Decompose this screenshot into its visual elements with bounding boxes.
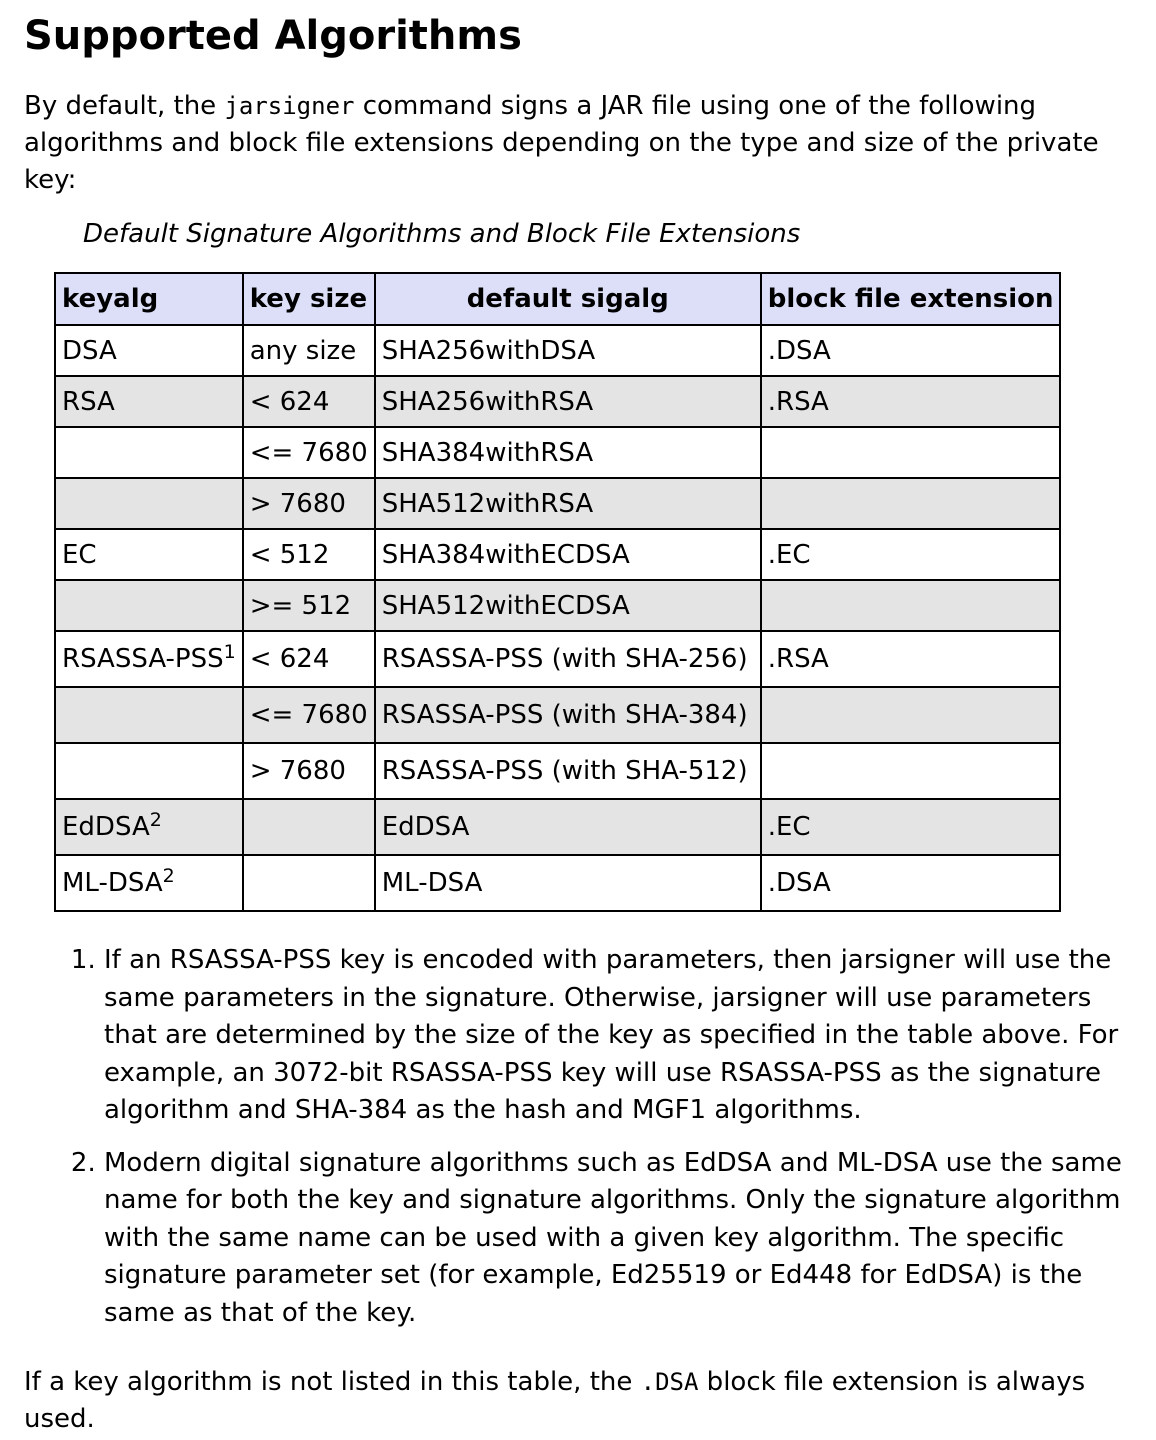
- cell-default-sigalg-text: SHA512withECDSA: [381, 590, 630, 621]
- table-row: [55, 529, 1060, 580]
- outro-text-before: If a key algorithm is not listed in this table, the: [24, 1367, 641, 1397]
- cell-key-size: [243, 325, 375, 376]
- cell-default-sigalg-text: SHA384withRSA: [381, 437, 594, 468]
- cell-block-file-extension: [761, 687, 1061, 743]
- cell-keyalg: [55, 376, 243, 427]
- cell-key-size-text: > 7680: [249, 488, 346, 519]
- cell-keyalg-text: EC: [62, 539, 97, 570]
- cell-block-file-extension-text: .DSA: [767, 335, 831, 366]
- cell-key-size: [243, 478, 375, 529]
- document-page: [0, 14, 1156, 1438]
- cell-keyalg: [55, 427, 243, 478]
- cell-block-file-extension-text: .DSA: [767, 868, 831, 898]
- cell-default-sigalg: [375, 580, 761, 631]
- table-row: [55, 478, 1060, 529]
- cell-keyalg: [55, 325, 243, 376]
- algorithms-table: [54, 272, 1061, 912]
- cell-default-sigalg-text: SHA512withRSA: [381, 488, 594, 519]
- cell-key-size: [243, 687, 375, 743]
- cell-keyalg: [55, 799, 243, 855]
- cell-default-sigalg-text: ML-DSA: [381, 868, 483, 898]
- cell-block-file-extension-text: .RSA: [767, 644, 829, 674]
- cell-key-size-text: < 624: [249, 644, 330, 674]
- cell-key-size-text: any size: [249, 335, 357, 366]
- cell-key-size-text: < 624: [249, 386, 330, 417]
- cell-default-sigalg: [375, 325, 761, 376]
- table-row: [55, 427, 1060, 478]
- cell-keyalg: [55, 855, 243, 911]
- header-default-sigalg: default sigalg: [375, 273, 761, 325]
- table-row: [55, 631, 1060, 687]
- cell-keyalg-text: RSA: [62, 386, 115, 417]
- cell-keyalg: [55, 478, 243, 529]
- cell-default-sigalg-text: SHA256withDSA: [381, 335, 596, 366]
- table-row: [55, 580, 1060, 631]
- cell-default-sigalg-text: SHA384withECDSA: [381, 539, 630, 570]
- header-keyalg: keyalg: [55, 273, 243, 325]
- cell-block-file-extension-text: .EC: [767, 539, 811, 570]
- cell-default-sigalg: [375, 743, 761, 799]
- footnote-reference: 1: [223, 641, 236, 663]
- cell-keyalg: [55, 529, 243, 580]
- cell-key-size-text: <= 7680: [249, 700, 368, 730]
- footnote-reference: 2: [162, 865, 175, 887]
- table-row: [55, 325, 1060, 376]
- cell-block-file-extension: [761, 376, 1061, 427]
- intro-text-after: command signs a JAR file using one of the following algorithms and block file extensions depending on the type and size of the private key:: [24, 91, 1099, 195]
- cell-default-sigalg: [375, 687, 761, 743]
- cell-default-sigalg-text: RSASSA-PSS (with SHA-512): [381, 756, 748, 786]
- cell-default-sigalg: [375, 478, 761, 529]
- cell-block-file-extension: [761, 631, 1061, 687]
- cell-block-file-extension: [761, 799, 1061, 855]
- cell-key-size: [243, 855, 375, 911]
- table-row: [55, 855, 1060, 911]
- cell-key-size: [243, 427, 375, 478]
- cell-key-size: [243, 580, 375, 631]
- cell-block-file-extension: [761, 580, 1061, 631]
- table-header-row: [55, 273, 1060, 325]
- table-body: [55, 325, 1060, 911]
- cell-keyalg-text: EdDSA: [62, 812, 150, 842]
- cell-default-sigalg: [375, 529, 761, 580]
- cell-key-size-text: < 512: [249, 539, 330, 570]
- cell-keyalg-text: DSA: [62, 335, 117, 366]
- cell-default-sigalg-text: SHA256withRSA: [381, 386, 594, 417]
- footnote-1: 1. If an RSASSA-PSS key is encoded with parameters, then jarsigner will use the same parameters in the signature. Otherwise, jarsigner will use parameters that are determined by the size of the key as specified in the table above. For example, an 3072-bit RSASSA-PSS key will use RSASSA-PSS as the signature algorithm and SHA-384 as the hash and MGF1 algorithms.: [104, 942, 1132, 1130]
- footnote-reference: 2: [149, 809, 162, 831]
- footnote-2: 2. Modern digital signature algorithms such as EdDSA and ML-DSA use the same name for both the key and signature algorithms. Only the signature algorithm with the same name can be used with a given key algorithm. The specific signature parameter set (for example, Ed25519 or Ed448 for EdDSA) is the same as that of the key.: [104, 1145, 1132, 1333]
- cell-block-file-extension: [761, 478, 1061, 529]
- cell-default-sigalg: [375, 427, 761, 478]
- cell-key-size-text: <= 7680: [249, 437, 368, 468]
- cell-keyalg-text: ML-DSA: [62, 868, 163, 898]
- cell-default-sigalg: [375, 631, 761, 687]
- header-block-file-extension: block file extension: [761, 273, 1061, 325]
- page-title: Supported Algorithms: [24, 13, 522, 59]
- cell-default-sigalg: [375, 799, 761, 855]
- cell-default-sigalg-text: EdDSA: [381, 812, 470, 842]
- cell-key-size: [243, 631, 375, 687]
- cell-key-size: [243, 376, 375, 427]
- cell-block-file-extension: [761, 743, 1061, 799]
- intro-text-before: By default, the: [24, 91, 225, 121]
- table-row: [55, 376, 1060, 427]
- cell-keyalg: [55, 631, 243, 687]
- cell-block-file-extension: [761, 427, 1061, 478]
- cell-default-sigalg: [375, 855, 761, 911]
- cell-key-size: [243, 743, 375, 799]
- dsa-extension-code: .DSA: [640, 1368, 699, 1396]
- cell-block-file-extension-text: .EC: [767, 812, 811, 842]
- outro-text-after: block file extension is always used.: [24, 1367, 1086, 1434]
- cell-keyalg: [55, 687, 243, 743]
- cell-keyalg: [55, 743, 243, 799]
- cell-block-file-extension-text: .RSA: [767, 386, 829, 417]
- cell-key-size-text: > 7680: [249, 756, 346, 786]
- cell-block-file-extension: [761, 529, 1061, 580]
- intro-paragraph: [24, 88, 1132, 199]
- cell-block-file-extension: [761, 855, 1061, 911]
- cell-key-size: [243, 799, 375, 855]
- cell-key-size-text: >= 512: [249, 590, 352, 621]
- cell-default-sigalg-text: RSASSA-PSS (with SHA-384): [381, 700, 748, 730]
- footnotes-list: [24, 942, 1132, 1332]
- table-row: [55, 799, 1060, 855]
- outro-paragraph: [24, 1364, 1132, 1438]
- header-key-size: key size: [243, 273, 375, 325]
- cell-key-size: [243, 529, 375, 580]
- table-row: [55, 687, 1060, 743]
- table-row: [55, 743, 1060, 799]
- cell-default-sigalg-text: RSASSA-PSS (with SHA-256): [381, 644, 748, 674]
- cell-default-sigalg: [375, 376, 761, 427]
- cell-keyalg: [55, 580, 243, 631]
- table-caption: Default Signature Algorithms and Block File Extensions: [83, 219, 801, 249]
- cell-block-file-extension: [761, 325, 1061, 376]
- jarsigner-code: jarsigner: [224, 92, 355, 120]
- cell-keyalg-text: RSASSA-PSS: [62, 644, 224, 674]
